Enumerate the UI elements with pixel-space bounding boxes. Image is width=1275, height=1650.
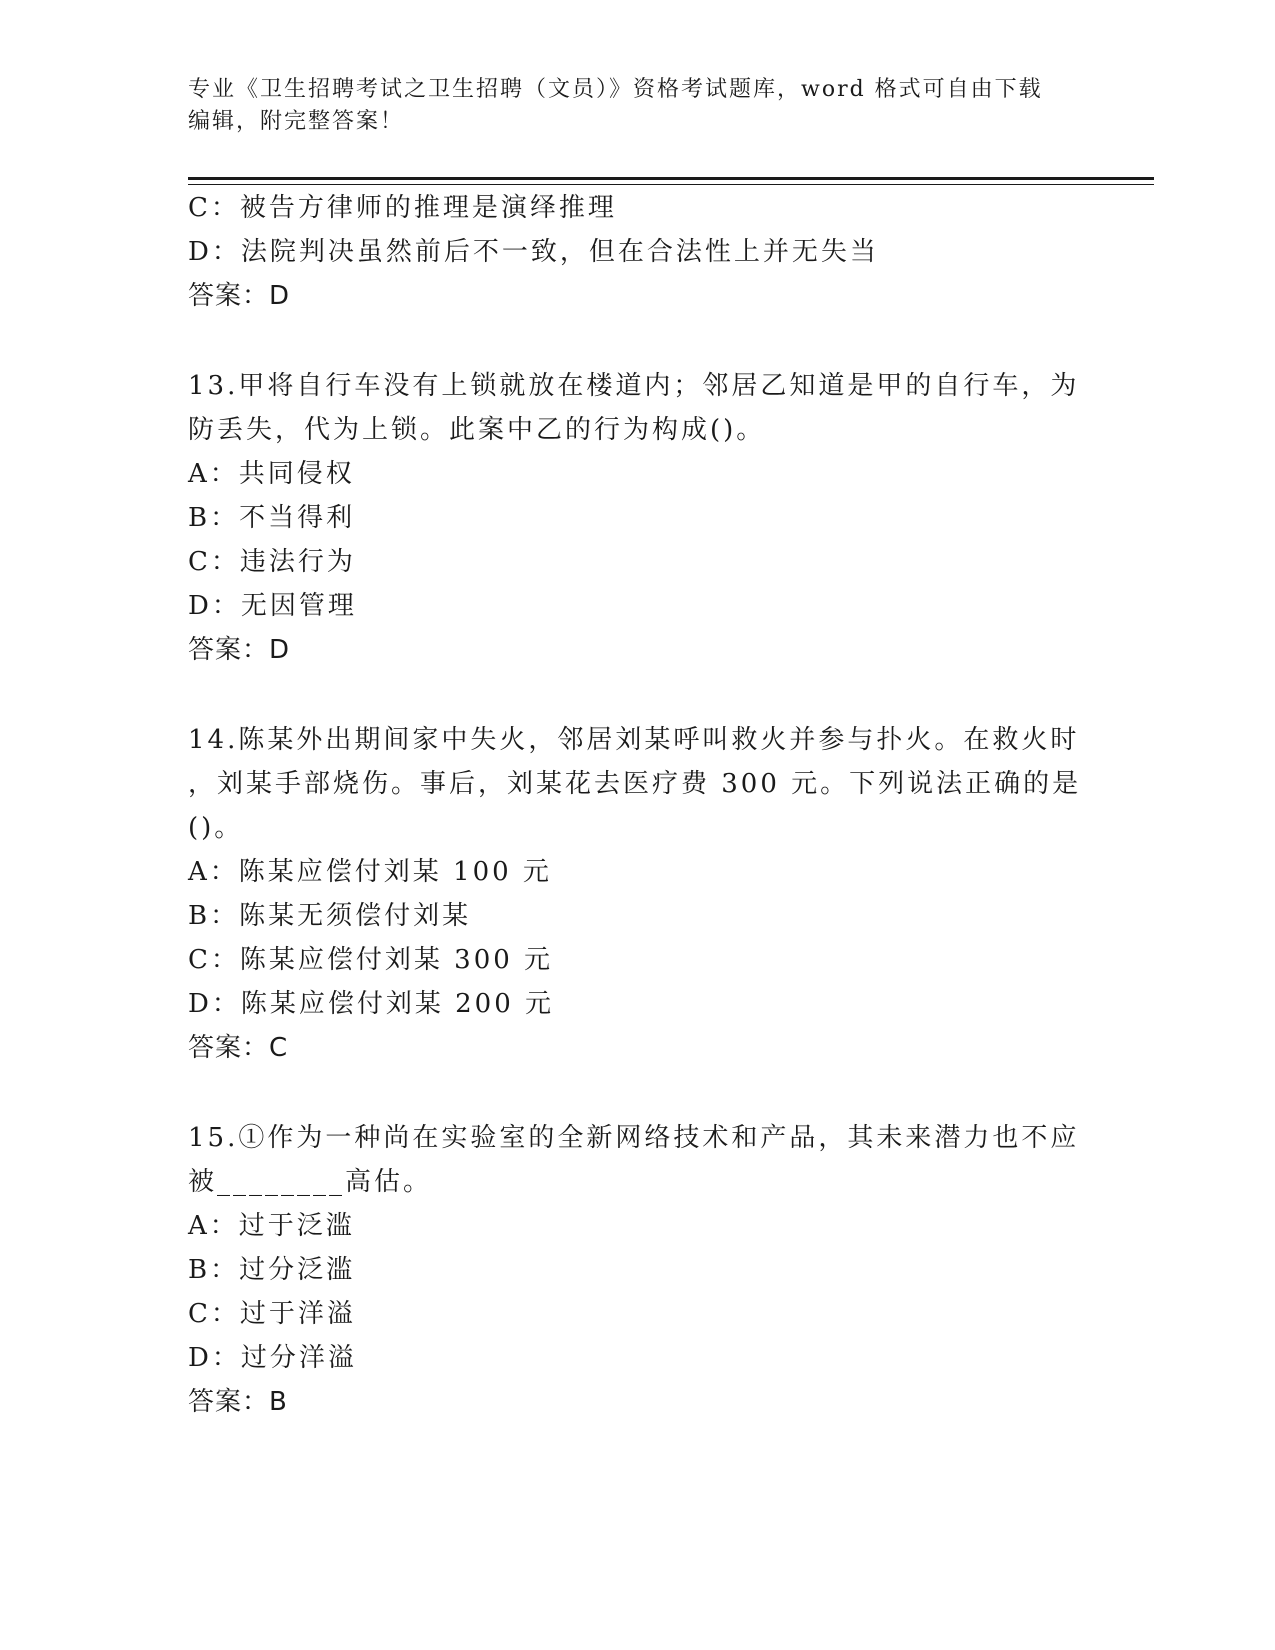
document-header bbox=[188, 74, 1088, 138]
q14-option-a: A：陈某应偿付刘某 100 元 bbox=[188, 857, 552, 887]
q14-option-d: D：陈某应偿付刘某 200 元 bbox=[188, 989, 555, 1019]
q13-option-c: C：违法行为 bbox=[188, 547, 356, 577]
q14-stem-line-2: ，刘某手部烧伤。事后，刘某花去医疗费 300 元。下列说法正确的是 bbox=[188, 769, 1082, 799]
q14-stem-line-1: 14.陈某外出期间家中失火，邻居刘某呼叫救火并参与扑火。在救火时 bbox=[188, 725, 1080, 755]
q15-stem-line-2: 被________高估。 bbox=[188, 1167, 433, 1197]
q14-answer: 答案：C bbox=[188, 1033, 289, 1063]
q15-option-d: D：过分洋溢 bbox=[188, 1343, 357, 1373]
q12-option-c: C：被告方律师的推理是演绎推理 bbox=[188, 193, 617, 223]
q14-option-b: B：陈某无须偿付刘某 bbox=[188, 901, 472, 931]
q14-option-c: C：陈某应偿付刘某 300 元 bbox=[188, 945, 554, 975]
q14-stem-line-3: ()。 bbox=[188, 813, 244, 843]
header-line-2: 编辑，附完整答案！ bbox=[188, 109, 405, 134]
q12-answer: 答案：D bbox=[188, 281, 291, 311]
q15-option-a: A：过于泛滥 bbox=[188, 1211, 355, 1241]
q13-option-b: B：不当得利 bbox=[188, 503, 356, 533]
q15-answer: 答案：B bbox=[188, 1387, 288, 1417]
q13-option-d: D：无因管理 bbox=[188, 591, 357, 621]
q13-answer: 答案：D bbox=[188, 635, 291, 665]
header-divider-thin bbox=[188, 184, 1154, 185]
q12-option-d: D：法院判决虽然前后不一致，但在合法性上并无失当 bbox=[188, 237, 879, 267]
q13-stem-line-2: 防丢失，代为上锁。此案中乙的行为构成()。 bbox=[188, 415, 766, 445]
header-divider-thick bbox=[188, 177, 1154, 180]
q13-option-a: A：共同侵权 bbox=[188, 459, 355, 489]
q15-stem-line-1: 15.①作为一种尚在实验室的全新网络技术和产品，其未来潜力也不应 bbox=[188, 1123, 1080, 1153]
q15-option-b: B：过分泛滥 bbox=[188, 1255, 356, 1285]
header-line-1: 专业《卫生招聘考试之卫生招聘（文员）》资格考试题库，word 格式可自由下载 bbox=[188, 77, 1043, 102]
q13-stem-line-1: 13.甲将自行车没有上锁就放在楼道内；邻居乙知道是甲的自行车，为 bbox=[188, 371, 1080, 401]
q15-option-c: C：过于洋溢 bbox=[188, 1299, 356, 1329]
